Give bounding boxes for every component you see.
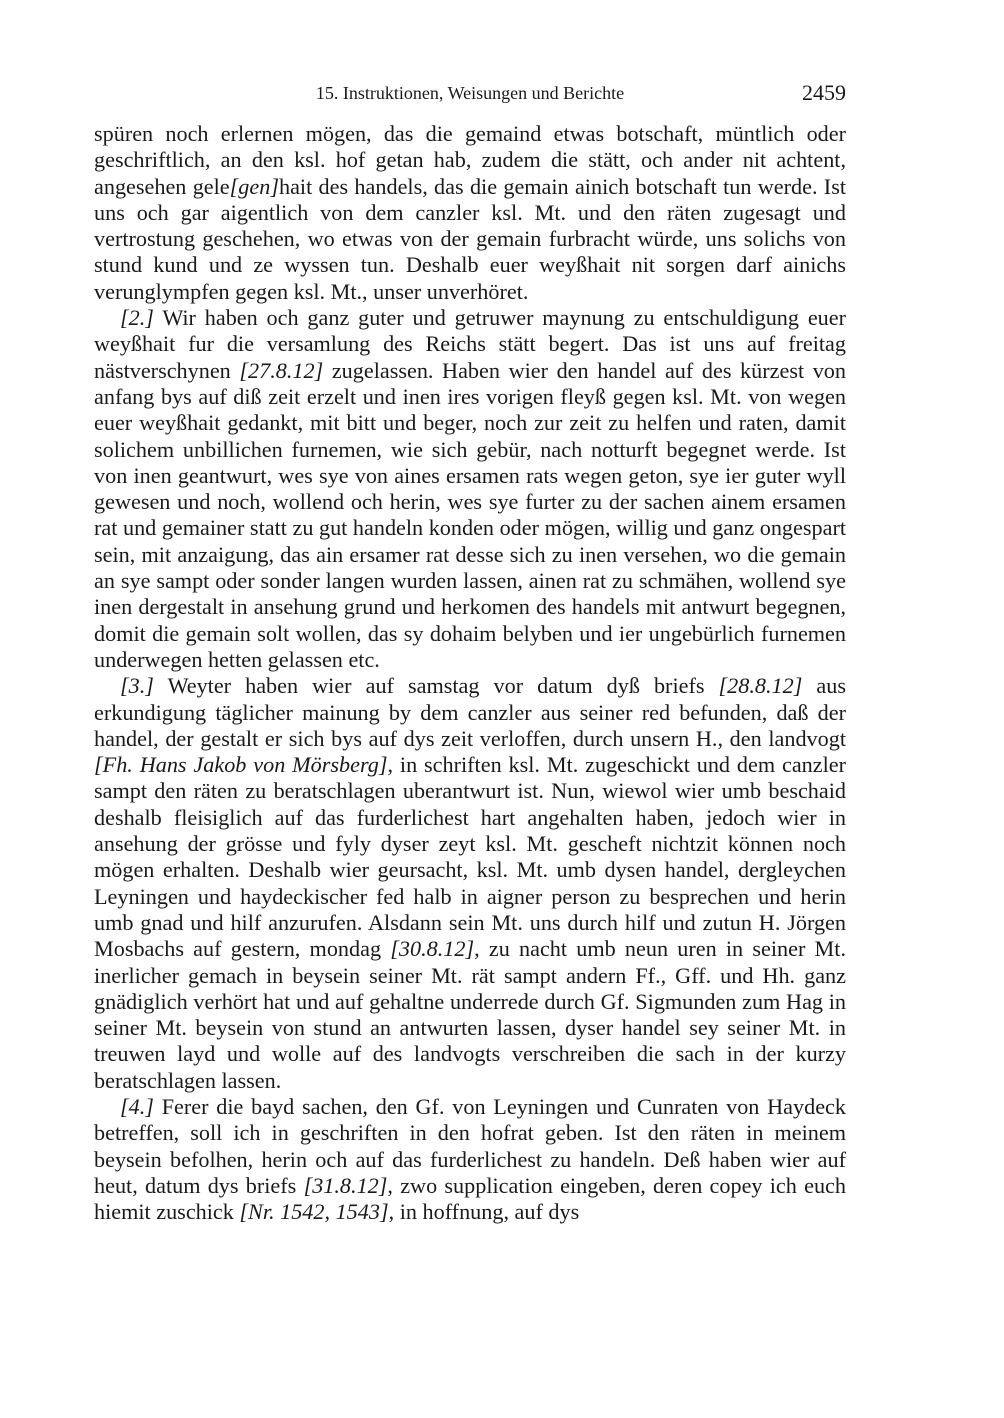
text-run: , in hoffnung, auf dys <box>388 1199 580 1225</box>
paragraph-2 <box>94 305 846 673</box>
text-run: hait des handels, das die gemain ainich botschaft tun werde. Ist uns och gar aigentlich von dem canzler ksl. Mt. und den räten zugesagt und vertrostung geschehen, wo etwas von der gemain furbracht würde, uns solichs von stund kund und ze wyssen tun. Deshalb euer weyßhait nit sorgen darf ainichs verunglympfen gegen ksl. Mt., unser unverhöret. <box>94 173 846 304</box>
editorial-date: [28.8.12] <box>718 673 803 699</box>
editorial-reference: [Nr. 1542, 1543] <box>239 1199 389 1225</box>
running-title: 15. Instruktionen, Weisungen und Berichte <box>315 83 625 103</box>
editorial-date: [30.8.12] <box>390 936 475 962</box>
text-run: Wir haben och ganz guter und getruwer maynung zu entschuldigung euer weyßhait fur die versamlung des Reichs stätt begert. Das ist uns auf freitag nästverschynen <box>94 305 846 383</box>
section-number: [3.] <box>120 673 154 699</box>
text-run: zugelassen. Haben wier den handel auf des kürzest von anfang bys auf diß zeit erzelt und inen ires vorigen fleyß gegen ksl. Mt. von wegen euer weyßhait gedankt, mit bitt und beger, noch zur zeit zu helfen und raten, damit solichem unbillichen furnemen, wie sich gebür, nach notturft begegnet werde. Ist von inen geantwurt, wes sye von aines ersamen rats wegen geton, sye ier guter wyll gewesen und noch, wollend och herin, wes sye furter zu der sachen ainem ersamen rat und gemainer statt zu gut handeln konden oder mögen, willig und ganz ongespart sein, mit anzaigung, das ain ersamer rat desse sich zu inen versehen, wo die gemain an sye sampt oder sonder langen wurden lassen, ainen rat zu schmähen, wollend sye inen dergestalt in ansehung grund und herkomen des handels mit antwurt begegnen, domit die gemain solt wollen, das sy dohaim belyben und ier ungebürlich furnemen underwegen hetten gelassen etc. <box>94 357 846 672</box>
text-run: spüren noch erlernen mögen, das die gemaind etwas botschaft, müntlich oder geschriftlich, an den ksl. hof getan hab, zudem die stätt, och ander nit achtent, angesehen gele <box>94 121 846 199</box>
paragraph-1 <box>94 121 846 305</box>
editorial-date: [27.8.12] <box>239 357 324 383</box>
paragraph-4 <box>94 1094 846 1225</box>
editorial-date: [31.8.12] <box>303 1172 388 1198</box>
editorial-person: [Fh. Hans Jakob von Mörsberg] <box>94 752 388 778</box>
page-number: 2459 <box>802 80 846 105</box>
editorial-insertion: [gen] <box>229 173 279 199</box>
text-run: Ferer die bayd sachen, den Gf. von Leyningen und Cunraten von Haydeck betreffen, soll ich in geschriften in den hofrat geben. Ist den räten in meinem beysein befolhen, herin och auf das furderlichest zu handeln. Deß haben wier auf heut, datum dys briefs <box>94 1093 846 1198</box>
text-run: Weyter haben wier auf samstag vor datum dyß briefs <box>153 673 719 699</box>
section-number: [2.] <box>120 305 154 331</box>
paragraph-3 <box>94 673 846 1094</box>
text-run: , zwo supplication eingeben, deren copey ich euch hiemit zuschick <box>94 1172 847 1225</box>
text-run: aus erkundigung täglicher mainung by dem canzler aus seiner red befunden, daß der handel, der gestalt er sich bys auf dys zeit verloffen, durch unsern H., den landvogt <box>94 673 846 751</box>
running-head <box>94 80 846 110</box>
section-number: [4.] <box>120 1093 154 1119</box>
body-text <box>94 121 846 1225</box>
text-run: , in schriften ksl. Mt. zugeschickt und dem canzler sampt den räten zu beratschlagen uberantwurt ist. Nun, wiewol wier umb beschaid deshalb fleisiglich auf das furderlichest hart angehalten haben, jedoch wier in ansehung der grösse und fyly dyser zeyt ksl. Mt. gescheft nichtzit können noch mögen erhalten. Deshalb wier geursacht, ksl. Mt. umb dysen handel, dergleychen Leyningen und haydeckischer fed halb in aigner person zu besprechen und herin umb gnad und hilf anzurufen. Alsdann sein Mt. uns durch hilf und zutun H. Jörgen Mosbachs auf gestern, mondag <box>94 752 847 962</box>
text-run: , zu nacht umb neun uren in seiner Mt. inerlicher gemach in beysein seiner Mt. rät sampt andern Ff., Gff. und Hh. ganz gnädiglich verhört hat und auf gehaltne underrede durch Gf. Sigmunden zum Hag in seiner Mt. beysein von stund an antwurten lassen, dyser handel sey seiner Mt. in treuwen layd und wolle auf des landvogts verschreiben die sach in der kurzy beratschlagen lassen. <box>94 936 846 1093</box>
